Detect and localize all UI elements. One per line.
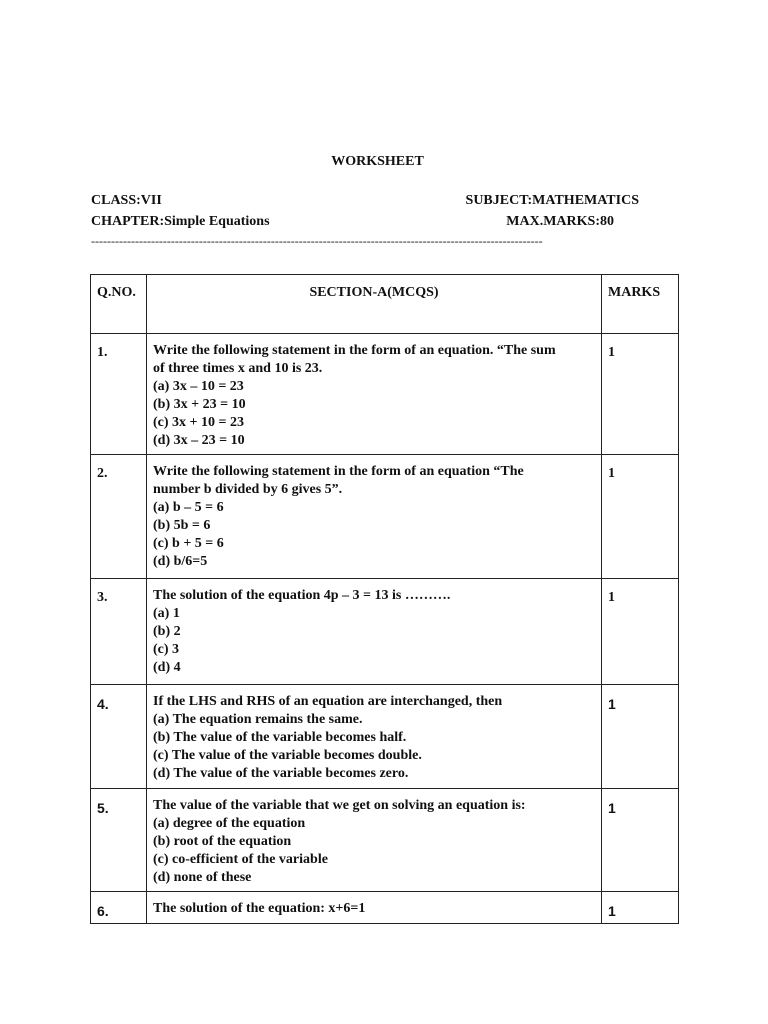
option-text: (a) 3x – 10 = 23 — [153, 379, 244, 394]
question-cell — [147, 789, 602, 892]
table-row — [91, 685, 679, 789]
option-text: (b) 2 — [153, 624, 181, 639]
chapter-marks-row — [91, 214, 639, 230]
question-text-line: The value of the variable that we get on solving an equation is: — [153, 798, 526, 813]
question-text-line: The solution of the equation: x+6=1 — [153, 901, 366, 916]
subject-label: SUBJECT:MATHEMATICS — [465, 193, 639, 208]
table-row — [91, 334, 679, 455]
option-text: (c) The value of the variable becomes double. — [153, 748, 422, 763]
option-text: (c) 3 — [153, 642, 180, 657]
question-number: 4. — [91, 685, 147, 789]
table-row — [91, 789, 679, 892]
questions-table — [90, 274, 679, 924]
question-cell — [147, 334, 602, 455]
question-number: 5. — [91, 789, 147, 892]
question-marks: 1 — [602, 892, 679, 924]
option-text: (b) 3x + 23 = 10 — [153, 397, 246, 412]
qno-header: Q.NO. — [91, 275, 147, 334]
table-header-row — [91, 275, 679, 334]
option-text: (d) 3x – 23 = 10 — [153, 433, 245, 448]
question-text-line: If the LHS and RHS of an equation are interchanged, then — [153, 694, 503, 709]
option-text: (a) 1 — [153, 606, 180, 621]
question-number: 3. — [91, 579, 147, 685]
question-number: 6. — [91, 892, 147, 924]
table-row — [91, 892, 679, 924]
section-header: SECTION-A(MCQS) — [147, 275, 602, 334]
marks-header: MARKS — [602, 275, 679, 334]
option-text: (a) The equation remains the same. — [153, 712, 363, 727]
question-marks: 1 — [602, 685, 679, 789]
question-text-line: The solution of the equation 4p – 3 = 13 is ………. — [153, 588, 451, 603]
chapter-label: CHAPTER:Simple Equations — [91, 214, 270, 229]
option-text: (d) 4 — [153, 660, 181, 675]
question-number: 1. — [91, 334, 147, 455]
question-marks: 1 — [602, 789, 679, 892]
option-text: (b) root of the equation — [153, 834, 292, 849]
option-text: (b) 5b = 6 — [153, 518, 211, 533]
class-subject-row — [91, 193, 639, 209]
question-text-line: number b divided by 6 gives 5”. — [153, 482, 343, 497]
option-text: (d) b/6=5 — [153, 554, 208, 569]
question-number: 2. — [91, 455, 147, 579]
question-cell — [147, 892, 602, 924]
max-marks-label: MAX.MARKS:80 — [506, 214, 614, 229]
table-row — [91, 455, 679, 579]
question-cell — [147, 685, 602, 789]
option-text: (b) The value of the variable becomes half. — [153, 730, 407, 745]
option-text: (a) b – 5 = 6 — [153, 500, 224, 515]
table-row — [91, 579, 679, 685]
option-text: (c) co-efficient of the variable — [153, 852, 328, 867]
question-text-line: Write the following statement in the form of an equation. “The sum — [153, 343, 556, 358]
question-text-line: of three times x and 10 is 23. — [153, 361, 323, 376]
question-cell — [147, 455, 602, 579]
class-label: CLASS:VII — [91, 193, 162, 208]
question-marks: 1 — [602, 455, 679, 579]
question-marks: 1 — [602, 334, 679, 455]
option-text: (d) The value of the variable becomes zero. — [153, 766, 409, 781]
option-text: (a) degree of the equation — [153, 816, 306, 831]
option-text: (c) b + 5 = 6 — [153, 536, 224, 551]
worksheet-title: WORKSHEET — [331, 154, 424, 169]
option-text: (c) 3x + 10 = 23 — [153, 415, 244, 430]
separator-line: ----------------------------------------------------------------------------------------------------------------- — [91, 234, 543, 248]
question-marks: 1 — [602, 579, 679, 685]
question-cell — [147, 579, 602, 685]
option-text: (d) none of these — [153, 870, 252, 885]
question-text-line: Write the following statement in the form of an equation “The — [153, 464, 524, 479]
